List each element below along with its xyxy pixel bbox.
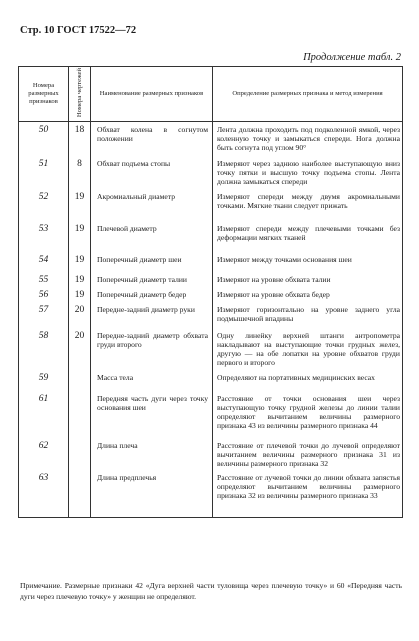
drawing-number-cell bbox=[69, 438, 91, 470]
feature-name-cell bbox=[91, 391, 213, 438]
definition-cell-text: Измеряют горизонтально на уровне заднего угла подмышечной впадины bbox=[217, 304, 400, 323]
definition-cell bbox=[213, 156, 403, 189]
feature-name-cell bbox=[91, 470, 213, 518]
feature-number-cell-text: 58 bbox=[38, 330, 49, 341]
drawing-number-cell-text: 19 bbox=[74, 254, 85, 265]
drawing-number-cell bbox=[69, 328, 91, 370]
definition-cell-text: Измеряют между точками основания шеи bbox=[217, 254, 352, 264]
feature-number-cell-text: 59 bbox=[38, 372, 49, 383]
table-row bbox=[19, 156, 403, 189]
feature-number-cell-text: 61 bbox=[38, 393, 49, 404]
definition-cell bbox=[213, 272, 403, 287]
table-row bbox=[19, 328, 403, 370]
feature-name-cell-text: Длина предплечья bbox=[97, 472, 157, 482]
table-continuation-label: Продолжение табл. 2 bbox=[303, 52, 401, 63]
feature-name-cell-text: Передне-задний диаметр руки bbox=[97, 304, 195, 314]
feature-number-cell bbox=[19, 302, 69, 328]
feature-name-cell-text: Обхват колена в согнутом положении bbox=[97, 125, 208, 143]
feature-name-cell bbox=[91, 189, 213, 221]
definition-cell-text: Расстояние от точки основания шеи через выступающую точку грудной железы до линии талии определяют вычитанием величины размерного признака 43 из величины размерного признака 44 bbox=[217, 393, 400, 430]
table-row bbox=[19, 189, 403, 221]
feature-number-cell-text: 54 bbox=[38, 254, 49, 265]
feature-name-cell-text: Поперечный диаметр шеи bbox=[97, 254, 182, 264]
drawing-number-cell bbox=[69, 287, 91, 302]
drawing-number-cell bbox=[69, 122, 91, 156]
drawing-number-cell-text bbox=[69, 470, 90, 473]
feature-name-cell bbox=[91, 370, 213, 391]
feature-name-cell bbox=[91, 252, 213, 272]
drawing-number-cell-text: 8 bbox=[77, 158, 82, 169]
definition-cell bbox=[213, 122, 403, 156]
feature-number-cell bbox=[19, 221, 69, 252]
definition-cell-text: Измеряют на уровне обхвата талии bbox=[217, 274, 331, 284]
col-header-drawing-number bbox=[69, 67, 91, 122]
col-header-feature-number: Номера размерных признаков bbox=[19, 67, 69, 122]
drawing-number-cell-text: 18 bbox=[74, 125, 85, 135]
feature-name-cell bbox=[91, 156, 213, 189]
feature-name-cell-text: Передне-задний диаметр обхвата груди второго bbox=[97, 330, 208, 349]
drawing-number-cell bbox=[69, 189, 91, 221]
feature-name-cell-text: Передняя часть дуги через точку основания шеи bbox=[97, 393, 208, 412]
drawing-number-cell bbox=[69, 391, 91, 438]
definition-cell bbox=[213, 328, 403, 370]
table-row bbox=[19, 252, 403, 272]
feature-name-cell bbox=[91, 287, 213, 302]
drawing-number-cell-text: 20 bbox=[74, 330, 85, 341]
definition-cell-text: Измеряют через заднюю наиболее выступающую вниз точку пятки и высшую точку подъема стопы. Лента должна замыкаться спереди bbox=[217, 158, 400, 186]
feature-number-cell-text: 62 bbox=[38, 440, 49, 451]
definition-cell-text: Расстояние от лучевой точки до линии обхвата запястья определяют вычитанием величины размерного признака 32 из величины размерного признака 33 bbox=[217, 472, 400, 500]
feature-name-cell-text: Обхват подъема стопы bbox=[97, 158, 171, 168]
drawing-number-cell bbox=[69, 221, 91, 252]
table-row bbox=[19, 287, 403, 302]
definition-cell bbox=[213, 370, 403, 391]
definition-cell bbox=[213, 391, 403, 438]
feature-number-cell-text: 57 bbox=[38, 304, 49, 315]
measurement-table bbox=[18, 66, 403, 518]
definition-cell bbox=[213, 438, 403, 470]
definition-cell bbox=[213, 252, 403, 272]
feature-number-cell-text: 53 bbox=[38, 223, 49, 234]
feature-number-cell bbox=[19, 252, 69, 272]
feature-name-cell-text: Поперечный диаметр бедер bbox=[97, 289, 187, 299]
feature-number-cell bbox=[19, 156, 69, 189]
page-header: Стр. 10 ГОСТ 17522—72 bbox=[20, 25, 137, 36]
feature-number-cell bbox=[19, 189, 69, 221]
drawing-number-cell-text: 19 bbox=[74, 274, 85, 285]
feature-name-cell-text: Масса тела bbox=[97, 372, 134, 382]
col-header-definition: Определение размерных признака и метод измерения bbox=[213, 67, 403, 122]
drawing-number-cell bbox=[69, 252, 91, 272]
feature-number-cell bbox=[19, 470, 69, 518]
definition-cell-text: Лента должна проходить под подколенной ямкой, через коленную точку и замыкаться спереди. Нога должна быть согнута под углом 90° bbox=[217, 125, 400, 152]
feature-name-cell-text: Длина плеча bbox=[97, 440, 138, 450]
definition-cell-text: Одну линейку верхней штанги антропометра накладывают на выступающие точки грудных желез, другую — на обе лопатки на уровне обхватов груди первого и второго bbox=[217, 330, 400, 367]
feature-number-cell bbox=[19, 272, 69, 287]
table-row bbox=[19, 391, 403, 438]
definition-cell-text: Расстояние от плечевой точки до лучевой определяют вычитанием величины размерного признака 31 из величины размерного признака 32 bbox=[217, 440, 400, 468]
table-header-row bbox=[19, 67, 403, 122]
definition-cell-text: Измеряют спереди между плечевыми точками без деформации мягких тканей bbox=[217, 223, 400, 242]
feature-name-cell-text: Поперечный диаметр талии bbox=[97, 274, 187, 284]
table-row bbox=[19, 370, 403, 391]
feature-name-cell bbox=[91, 272, 213, 287]
col-header-drawing-number-text: Номера чертежей bbox=[75, 67, 83, 118]
feature-name-cell-text: Акромиальный диаметр bbox=[97, 191, 175, 201]
table-row bbox=[19, 470, 403, 518]
feature-number-cell bbox=[19, 328, 69, 370]
drawing-number-cell bbox=[69, 272, 91, 287]
drawing-number-cell bbox=[69, 156, 91, 189]
definition-cell-text: Определяют на портативных медицинских весах bbox=[217, 372, 375, 382]
feature-name-cell bbox=[91, 221, 213, 252]
feature-number-cell-text: 51 bbox=[38, 158, 49, 169]
definition-cell bbox=[213, 189, 403, 221]
footnote: Примечание. Размерные признаки 42 «Дуга верхней части туловища через плечевую точку» и 60 «Передняя часть дуги через плечевую точку» у женщин не определяют. bbox=[20, 581, 402, 601]
drawing-number-cell bbox=[69, 470, 91, 518]
feature-name-cell bbox=[91, 438, 213, 470]
table-row bbox=[19, 221, 403, 252]
drawing-number-cell-text: 19 bbox=[74, 223, 85, 234]
feature-number-cell-text: 56 bbox=[38, 289, 49, 300]
feature-number-cell-text: 50 bbox=[38, 125, 49, 135]
drawing-number-cell-text: 19 bbox=[74, 191, 85, 202]
feature-number-cell-text: 55 bbox=[38, 274, 49, 285]
drawing-number-cell-text bbox=[69, 391, 90, 394]
definition-cell-text: Измеряют спереди между двумя акромиальными точками. Мягкие ткани следует прижать bbox=[217, 191, 400, 210]
table-row bbox=[19, 438, 403, 470]
feature-name-cell bbox=[91, 302, 213, 328]
drawing-number-cell-text: 20 bbox=[74, 304, 85, 315]
feature-number-cell bbox=[19, 287, 69, 302]
table-row bbox=[19, 302, 403, 328]
drawing-number-cell bbox=[69, 302, 91, 328]
definition-cell bbox=[213, 302, 403, 328]
feature-number-cell-text: 52 bbox=[38, 191, 49, 202]
feature-name-cell bbox=[91, 122, 213, 156]
feature-number-cell bbox=[19, 122, 69, 156]
drawing-number-cell-text bbox=[69, 370, 90, 373]
feature-number-cell bbox=[19, 391, 69, 438]
feature-name-cell-text: Плечевой диаметр bbox=[97, 223, 157, 233]
definition-cell bbox=[213, 470, 403, 518]
table-row bbox=[19, 122, 403, 156]
definition-cell bbox=[213, 221, 403, 252]
feature-name-cell bbox=[91, 328, 213, 370]
table-row bbox=[19, 272, 403, 287]
drawing-number-cell-text: 19 bbox=[74, 289, 85, 300]
definition-cell-text: Измеряют на уровне обхвата бедер bbox=[217, 289, 330, 299]
drawing-number-cell bbox=[69, 370, 91, 391]
col-header-feature-name: Наименование размерных признаков bbox=[91, 67, 213, 122]
feature-number-cell bbox=[19, 370, 69, 391]
definition-cell bbox=[213, 287, 403, 302]
drawing-number-cell-text bbox=[69, 438, 90, 441]
feature-number-cell bbox=[19, 438, 69, 470]
feature-number-cell-text: 63 bbox=[38, 472, 49, 483]
